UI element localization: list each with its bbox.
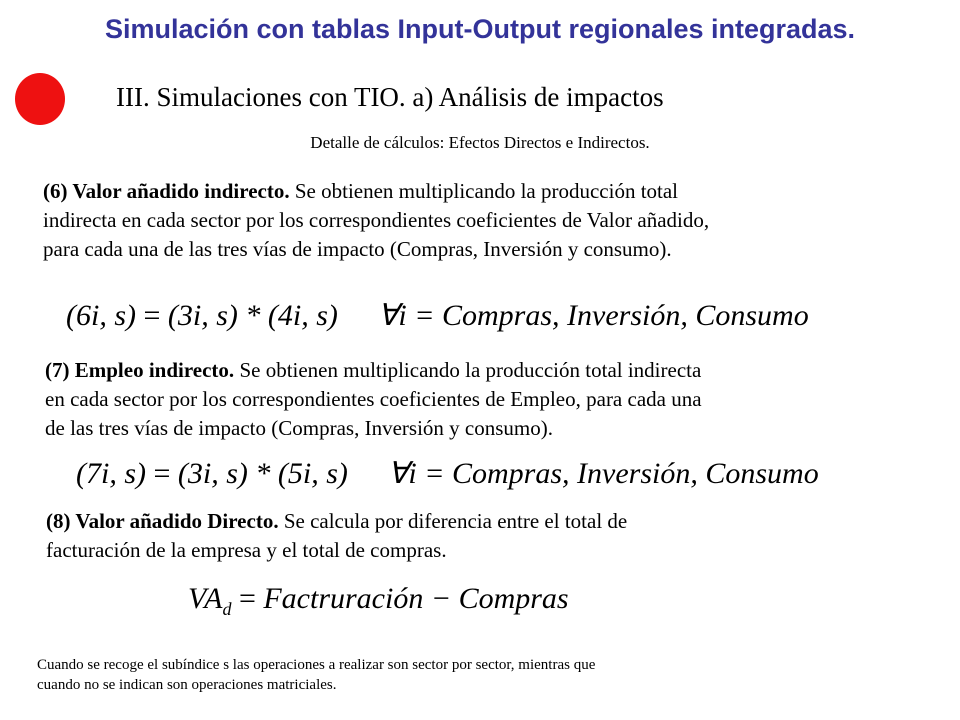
- formula-rhs: (3i, s) * (4i, s): [167, 299, 338, 332]
- paragraph-heading: (6) Valor añadido indirecto.: [43, 179, 290, 203]
- formula-forall: ∀i = Compras, Inversión, Consumo: [387, 457, 819, 490]
- paragraph-valor-anadido-directo: [46, 507, 627, 565]
- formula-8: [188, 582, 569, 620]
- paragraph-line: Se calcula por diferencia entre el total de: [278, 509, 628, 533]
- formula-equals: =: [231, 582, 264, 615]
- paragraph-line: Se obtienen multiplicando la producción total: [289, 179, 679, 203]
- formula-rhs: (3i, s) * (5i, s): [177, 457, 348, 490]
- red-bullet-icon: [15, 73, 65, 125]
- formula-lhs: (6i, s): [66, 299, 136, 332]
- paragraph-valor-anadido-indirecto: [43, 177, 709, 264]
- formula-equals: =: [146, 457, 178, 490]
- formula-lhs: (7i, s): [76, 457, 146, 490]
- formula-6: [66, 298, 809, 333]
- paragraph-line: indirecta en cada sector por los correspondientes coeficientes de Valor añadido,: [43, 208, 710, 232]
- paragraph-line: de las tres vías de impacto (Compras, Inversión y consumo).: [45, 416, 553, 440]
- paragraph-line: en cada sector por los correspondientes coeficientes de Empleo, para cada una: [45, 387, 702, 411]
- section-subtitle: III. Simulaciones con TIO. a) Análisis de impactos: [116, 82, 664, 112]
- paragraph-line: facturación de la empresa y el total de compras.: [46, 538, 447, 562]
- paragraph-heading: (8) Valor añadido Directo.: [46, 509, 279, 533]
- formula-7: [76, 456, 819, 491]
- formula-equals: =: [136, 299, 168, 332]
- detail-caption: Detalle de cálculos: Efectos Directos e Indirectos.: [310, 133, 650, 152]
- paragraph-line: Se obtienen multiplicando la producción total indirecta: [234, 358, 702, 382]
- footnote-line: Cuando se recoge el subíndice s las operaciones a realizar son sector por sector, mientras que: [37, 657, 596, 673]
- footnote-line: cuando no se indican son operaciones matriciales.: [37, 677, 337, 693]
- paragraph-heading: (7) Empleo indirecto.: [45, 358, 235, 382]
- paragraph-empleo-indirecto: [45, 356, 702, 443]
- slide-title: Simulación con tablas Input-Output regionales integradas.: [104, 14, 856, 44]
- paragraph-line: para cada una de las tres vías de impacto (Compras, Inversión y consumo).: [43, 237, 672, 261]
- formula-forall: ∀i = Compras, Inversión, Consumo: [377, 299, 809, 332]
- formula-rhs: Factruración − Compras: [263, 582, 569, 615]
- formula-subscript: d: [222, 599, 232, 619]
- formula-lhs: VA: [188, 582, 223, 615]
- footnote: [37, 655, 595, 695]
